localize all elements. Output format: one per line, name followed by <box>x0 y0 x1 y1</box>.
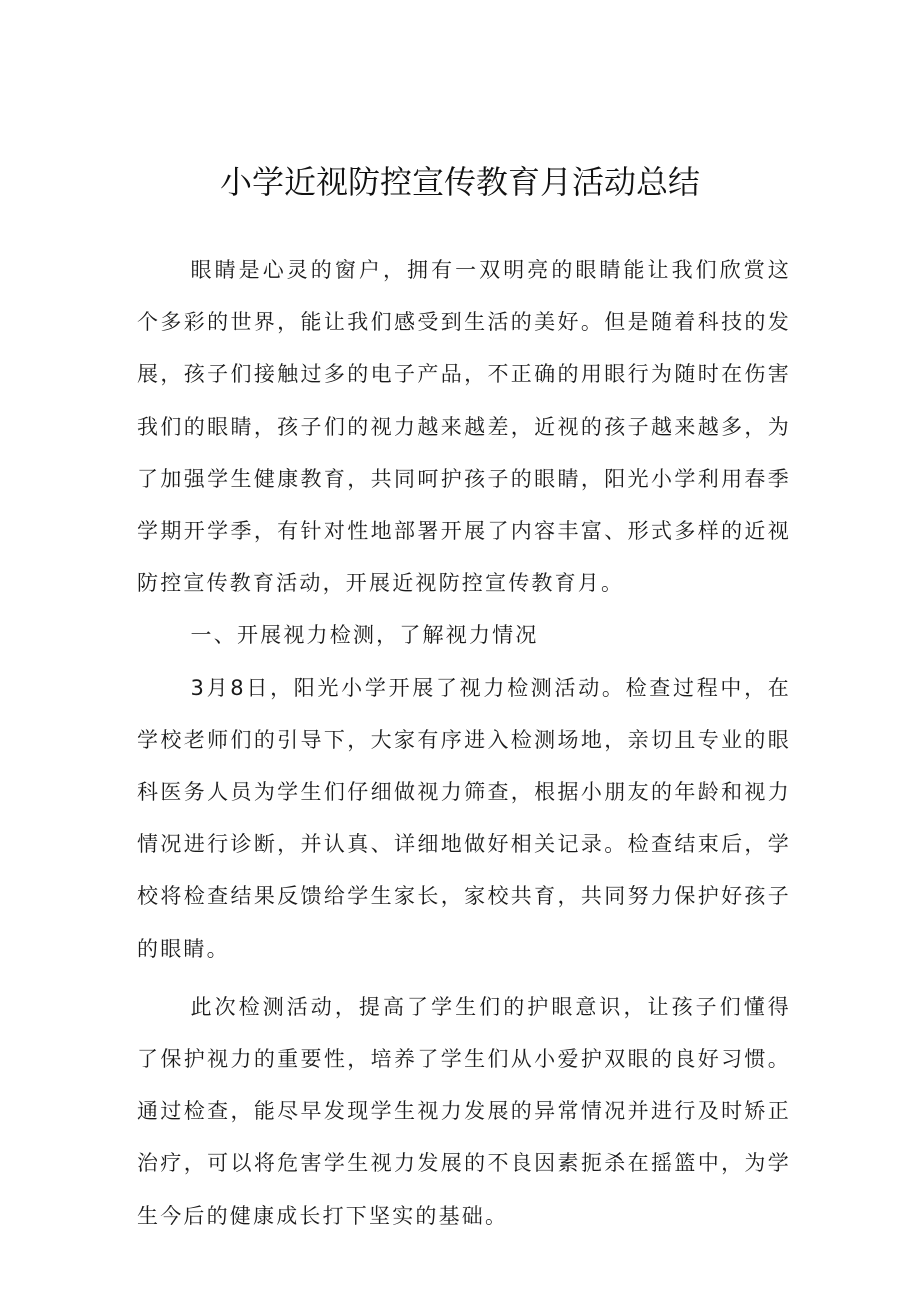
document-title: 小学近视防控宣传教育月活动总结 <box>219 163 700 201</box>
paragraph-intro: 眼睛是心灵的窗户，拥有一双明亮的眼睛能让我们欣赏这个多彩的世界，能让我们感受到生活的美好。但是随着科技的发展，孩子们接触过多的电子产品，不正确的用眼行为随时在伤害我们的眼睛，孩子们的视力越来越差，近视的孩子越来越多，为了加强学生健康教育，共同呵护孩子的眼睛，阳光小学利用春季学期开学季，有针对性地部署开展了内容丰富、形式多样的近视防控宣传教育活动，开展近视防控宣传教育月。 <box>137 258 791 596</box>
document-body <box>137 244 791 1242</box>
section-heading-vision-test: 一、开展视力检测，了解视力情况 <box>190 623 539 648</box>
paragraph-vision-test: 3月8日，阳光小学开展了视力检测活动。检查过程中，在学校老师们的引导下，大家有序进入检测场地，亲切且专业的眼科医务人员为学生们仔细做视力筛查，根据小朋友的年龄和视力情况进行诊断，并认真、详细地做好相关记录。检查结束后，学校将检查结果反馈给学生家长，家校共育，共同努力保护好孩子的眼睛。 <box>137 675 791 961</box>
paragraph-test-outcome: 此次检测活动，提高了学生们的护眼意识，让孩子们懂得了保护视力的重要性，培养了学生们从小爱护双眼的良好习惯。通过检查，能尽早发现学生视力发展的异常情况并进行及时矫正治疗，可以将危害学生视力发展的不良因素扼杀在摇篮中，为学生今后的健康成长打下坚实的基础。 <box>137 994 791 1228</box>
